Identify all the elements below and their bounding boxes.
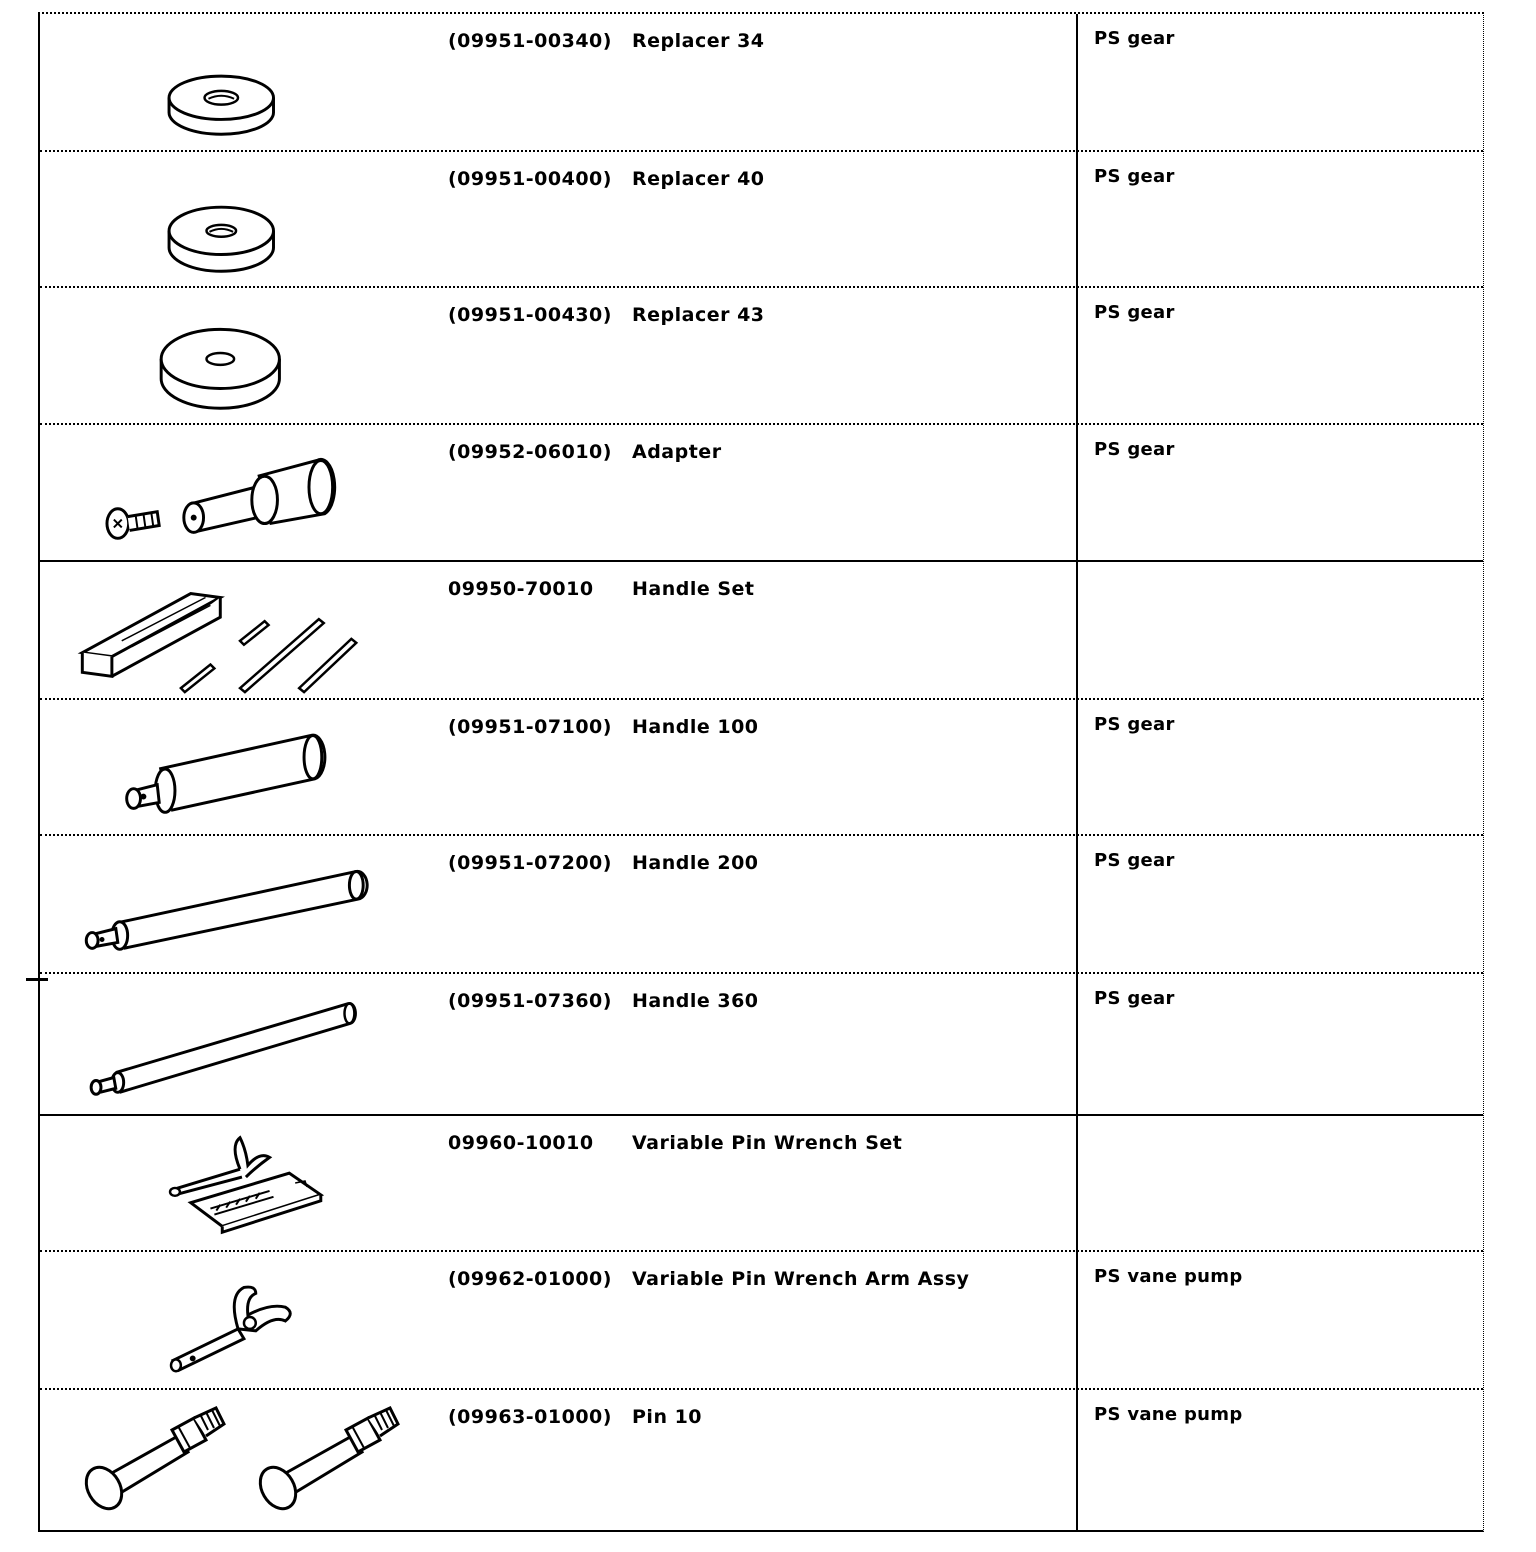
tool-name: Variable Pin Wrench Arm Assy [632,1268,970,1290]
tool-name: Handle Set [632,578,755,600]
ring-replacer-icon [60,14,420,150]
application: PS vane pump [1094,1266,1243,1287]
threaded-pin-icon [60,1390,420,1534]
ring-replacer-icon [60,152,420,286]
application: PS gear [1094,714,1175,735]
tool-name: Variable Pin Wrench Set [632,1132,903,1154]
handle-set-case-icon [60,562,420,698]
part-number: (09951-00430) [448,304,612,326]
ring-replacer-icon [60,288,420,423]
tool-name: Replacer 34 [632,30,765,52]
table-row [40,425,1483,562]
table-row [40,974,1483,1116]
application: PS gear [1094,988,1175,1009]
part-number: (09951-07360) [448,990,612,1012]
tool-name: Adapter [632,441,722,463]
margin-tick [26,978,48,981]
part-number: (09962-01000) [448,1268,612,1290]
part-number: (09951-00400) [448,168,612,190]
table-row [40,1252,1483,1390]
application: PS gear [1094,302,1175,323]
medium-handle-icon [60,836,420,972]
tool-name: Handle 200 [632,852,759,874]
special-service-tools-table [38,12,1484,1532]
part-number: (09952-06010) [448,441,612,463]
table-row [40,562,1483,700]
application: PS gear [1094,439,1175,460]
part-number: (09963-01000) [448,1406,612,1428]
short-handle-icon [60,700,420,834]
table-row [40,1116,1483,1252]
part-number: (09951-07200) [448,852,612,874]
application: PS gear [1094,28,1175,49]
tool-name: Replacer 40 [632,168,765,190]
part-number: 09950-70010 [448,578,594,600]
table-row [40,836,1483,974]
tool-name: Handle 360 [632,990,759,1012]
table-row [40,152,1483,288]
part-number: (09951-07100) [448,716,612,738]
table-row [40,700,1483,836]
application: PS vane pump [1094,1404,1243,1425]
pin-wrench-set-icon [60,1116,420,1250]
long-handle-icon [60,974,420,1114]
tool-name: Handle 100 [632,716,759,738]
part-number: (09951-00340) [448,30,612,52]
tool-name: Replacer 43 [632,304,765,326]
part-number: 09960-10010 [448,1132,594,1154]
adapter-with-bolt-icon [60,425,420,560]
application: PS gear [1094,166,1175,187]
table-row [40,288,1483,425]
tool-name: Pin 10 [632,1406,703,1428]
application: PS gear [1094,850,1175,871]
table-row [40,14,1483,152]
pin-wrench-arm-icon [60,1252,420,1388]
table-row [40,1390,1483,1534]
